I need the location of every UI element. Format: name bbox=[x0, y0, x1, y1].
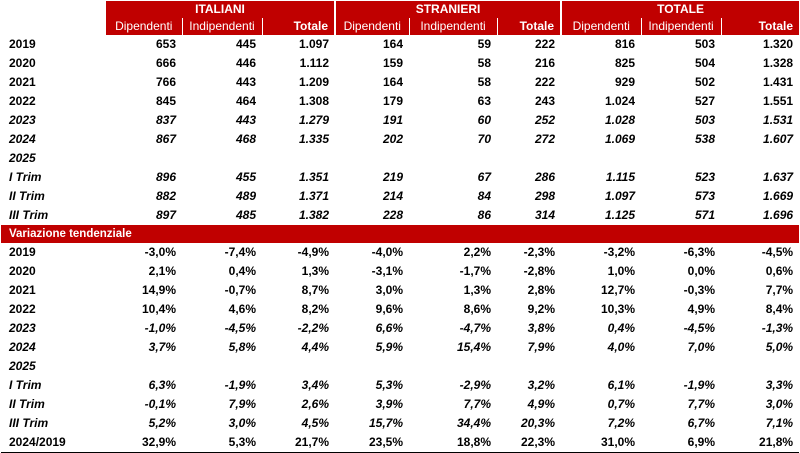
table-cell: -4,5% bbox=[683, 321, 716, 335]
table-cell bbox=[182, 149, 262, 168]
table-cell: 443 bbox=[235, 113, 256, 127]
table-cell: 653 bbox=[155, 37, 176, 51]
table-cell: 5,0% bbox=[765, 340, 794, 354]
table-cell: 7,9% bbox=[527, 340, 556, 354]
table-cell: -1,7% bbox=[459, 264, 492, 278]
table-row bbox=[1, 300, 799, 319]
table-cell: 485 bbox=[235, 208, 256, 222]
table-row bbox=[1, 338, 799, 357]
table-cell: 816 bbox=[615, 37, 636, 51]
table-cell: 896 bbox=[155, 170, 176, 184]
row-label: 2024 bbox=[9, 132, 36, 146]
table-cell: 3,8% bbox=[527, 321, 556, 335]
table-cell: 1.351 bbox=[298, 170, 330, 184]
table-cell: 84 bbox=[477, 189, 492, 203]
table-cell: 3,0% bbox=[765, 397, 794, 411]
table-cell: 4,0% bbox=[607, 340, 636, 354]
table-cell: 0,4% bbox=[228, 264, 256, 278]
table-cell: 243 bbox=[535, 94, 556, 108]
table-cell: 523 bbox=[695, 170, 716, 184]
table-cell: 4,9% bbox=[527, 397, 556, 411]
table-cell: -3,1% bbox=[371, 264, 404, 278]
table-cell: 67 bbox=[477, 170, 492, 184]
table-cell: 1.669 bbox=[763, 189, 794, 203]
table-cell: 70 bbox=[477, 132, 492, 146]
group-header-row bbox=[1, 1, 799, 18]
row-label: 2022 bbox=[9, 302, 36, 316]
table-cell: 222 bbox=[535, 75, 556, 89]
table-cell: 1.371 bbox=[298, 189, 330, 203]
sub-header-dipendenti: Dipendenti bbox=[561, 18, 641, 35]
table-cell: -0,3% bbox=[683, 283, 716, 297]
table-cell: 468 bbox=[235, 132, 256, 146]
table-cell bbox=[409, 149, 497, 168]
table-cell: 8,7% bbox=[301, 283, 330, 297]
variations-body bbox=[1, 243, 799, 453]
table-cell: 1.328 bbox=[763, 56, 794, 70]
table-cell: 571 bbox=[695, 208, 716, 222]
table-cell: 3,0% bbox=[228, 416, 256, 430]
table-cell: 882 bbox=[155, 189, 176, 203]
row-label: III Trim bbox=[9, 416, 49, 430]
table-cell: 21,8% bbox=[721, 433, 799, 453]
table-cell: 502 bbox=[695, 75, 716, 89]
levels-body bbox=[1, 35, 799, 225]
table-cell bbox=[561, 357, 641, 376]
table-cell: -2,2% bbox=[297, 321, 330, 335]
row-label: 2020 bbox=[9, 56, 36, 70]
table-cell: 1,0% bbox=[607, 264, 636, 278]
table-cell: -4,9% bbox=[297, 245, 330, 259]
sub-header-row bbox=[1, 18, 799, 35]
table-cell: 1.637 bbox=[763, 170, 794, 184]
sub-header-indipendenti: Indipendenti bbox=[409, 18, 497, 35]
table-cell: 179 bbox=[382, 94, 404, 108]
group-header-totale: TOTALE bbox=[561, 1, 799, 18]
table-cell: 504 bbox=[695, 56, 716, 70]
table-cell: 7,7% bbox=[687, 397, 716, 411]
row-label: 2020 bbox=[9, 264, 36, 278]
table-cell: 573 bbox=[695, 189, 716, 203]
row-label: I Trim bbox=[9, 378, 42, 392]
table-cell: 1.115 bbox=[605, 170, 636, 184]
table-cell: 7,9% bbox=[228, 397, 256, 411]
table-cell: 4,4% bbox=[301, 340, 330, 354]
table-cell: 2,8% bbox=[527, 283, 556, 297]
table-cell: 58 bbox=[477, 56, 492, 70]
table-cell: 503 bbox=[695, 37, 716, 51]
table-row bbox=[1, 319, 799, 338]
table-cell: 1.097 bbox=[298, 37, 330, 51]
table-cell: 6,7% bbox=[687, 416, 716, 430]
table-cell: -4,0% bbox=[371, 245, 404, 259]
table-cell: 4,9% bbox=[687, 302, 716, 316]
table-cell bbox=[335, 357, 409, 376]
corner-cell bbox=[1, 18, 106, 35]
table-cell: 1.279 bbox=[298, 113, 330, 127]
table-cell: 1.028 bbox=[605, 113, 636, 127]
table-cell: 5,9% bbox=[375, 340, 404, 354]
employment-table bbox=[1, 1, 799, 453]
table-cell: 6,9% bbox=[641, 433, 721, 453]
table-cell: 1.382 bbox=[298, 208, 330, 222]
table-cell: 5,3% bbox=[375, 378, 404, 392]
table-row bbox=[1, 54, 799, 73]
row-label: 2022 bbox=[9, 94, 36, 108]
table-cell: 216 bbox=[535, 56, 556, 70]
table-row bbox=[1, 395, 799, 414]
table-cell: 825 bbox=[615, 56, 636, 70]
table-cell: 7,7% bbox=[463, 397, 492, 411]
table-cell bbox=[106, 357, 182, 376]
row-label: 2021 bbox=[9, 283, 36, 297]
table-cell: 219 bbox=[382, 170, 404, 184]
sub-header-indipendenti: Indipendenti bbox=[641, 18, 721, 35]
table-cell: 1.308 bbox=[298, 94, 330, 108]
table-cell: 867 bbox=[155, 132, 176, 146]
group-header-stranieri: STRANIERI bbox=[335, 1, 561, 18]
table-cell: 929 bbox=[615, 75, 636, 89]
table-cell: 8,6% bbox=[463, 302, 492, 316]
table-cell: 10,3% bbox=[601, 302, 636, 316]
table-cell: 4,5% bbox=[301, 416, 330, 430]
table-cell bbox=[262, 357, 335, 376]
table-cell: -3,2% bbox=[603, 245, 636, 259]
table-cell bbox=[561, 149, 641, 168]
table-row bbox=[1, 130, 799, 149]
table-cell: 10,4% bbox=[141, 302, 176, 316]
table-cell: 3,4% bbox=[301, 378, 330, 392]
table-row bbox=[1, 92, 799, 111]
table-cell: 1.320 bbox=[763, 37, 794, 51]
table-cell: 0,6% bbox=[765, 264, 794, 278]
table-cell: 3,2% bbox=[527, 378, 556, 392]
table-row bbox=[1, 168, 799, 187]
table-cell bbox=[106, 149, 182, 168]
row-label: 2024/2019 bbox=[1, 433, 106, 453]
table-cell: 2,6% bbox=[301, 397, 330, 411]
row-label: 2025 bbox=[9, 359, 36, 373]
group-header-italiani: ITALIANI bbox=[106, 1, 335, 18]
sub-header-dipendenti: Dipendenti bbox=[106, 18, 182, 35]
table-cell: -2,3% bbox=[523, 245, 556, 259]
table-cell: 22,3% bbox=[497, 433, 561, 453]
table-cell: 1.551 bbox=[763, 94, 794, 108]
table-row bbox=[1, 376, 799, 395]
table-cell: 12,7% bbox=[601, 283, 636, 297]
table-cell: 63 bbox=[477, 94, 492, 108]
table-cell: 298 bbox=[535, 189, 556, 203]
table-cell: 3,9% bbox=[375, 397, 404, 411]
table-row bbox=[1, 149, 799, 168]
table-cell: 527 bbox=[695, 94, 716, 108]
section-header-row bbox=[1, 225, 799, 243]
table-cell: 222 bbox=[535, 37, 556, 51]
row-label: 2019 bbox=[9, 245, 36, 259]
sub-header-totale: Totale bbox=[721, 18, 799, 35]
table-cell: 8,4% bbox=[765, 302, 794, 316]
section-title: Variazione tendenziale bbox=[1, 225, 799, 243]
table-cell: 58 bbox=[477, 75, 492, 89]
corner-cell bbox=[1, 1, 106, 18]
table-cell: 464 bbox=[235, 94, 256, 108]
table-cell: 897 bbox=[155, 208, 176, 222]
table-cell: 2,2% bbox=[463, 245, 492, 259]
table-cell: 3,7% bbox=[148, 340, 176, 354]
table-cell: 0,0% bbox=[687, 264, 716, 278]
table-cell: 214 bbox=[382, 189, 404, 203]
sub-header-dipendenti: Dipendenti bbox=[335, 18, 409, 35]
table-cell: 6,6% bbox=[375, 321, 404, 335]
row-label: I Trim bbox=[9, 170, 42, 184]
row-label: 2023 bbox=[9, 321, 36, 335]
table-cell: 34,4% bbox=[456, 416, 492, 430]
sub-header-totale: Totale bbox=[497, 18, 561, 35]
table-cell: 1.531 bbox=[763, 113, 794, 127]
row-label: II Trim bbox=[9, 189, 45, 203]
table-cell: -6,3% bbox=[683, 245, 716, 259]
table-row bbox=[1, 262, 799, 281]
table-cell: 7,0% bbox=[687, 340, 716, 354]
table-cell: 9,6% bbox=[375, 302, 404, 316]
table-cell: 18,8% bbox=[409, 433, 497, 453]
table-cell: 1.209 bbox=[298, 75, 330, 89]
table-cell: 1.112 bbox=[299, 56, 330, 70]
table-cell: 86 bbox=[477, 208, 492, 222]
table-cell: 159 bbox=[382, 56, 404, 70]
table-cell: -2,8% bbox=[523, 264, 556, 278]
table-cell: 455 bbox=[235, 170, 256, 184]
table-cell: 59 bbox=[477, 37, 492, 51]
table-row bbox=[1, 35, 799, 54]
table-cell: 202 bbox=[382, 132, 404, 146]
table-cell: 23,5% bbox=[335, 433, 409, 453]
table-cell: -4,5% bbox=[224, 321, 256, 335]
table-cell: 3,0% bbox=[375, 283, 404, 297]
table-cell: 15,4% bbox=[456, 340, 492, 354]
table-cell: -3,0% bbox=[144, 245, 176, 259]
table-cell: 21,7% bbox=[262, 433, 335, 453]
table-cell: 1,3% bbox=[301, 264, 330, 278]
table-cell: 314 bbox=[535, 208, 556, 222]
table-cell bbox=[721, 149, 799, 168]
table-cell: 7,1% bbox=[765, 416, 794, 430]
table-cell: 14,9% bbox=[141, 283, 176, 297]
table-cell bbox=[262, 149, 335, 168]
table-cell: 1.607 bbox=[763, 132, 794, 146]
row-label: 2025 bbox=[9, 151, 36, 165]
table-cell: -0,7% bbox=[224, 283, 256, 297]
table-cell: 1.097 bbox=[605, 189, 636, 203]
table-cell: 31,0% bbox=[561, 433, 641, 453]
table-cell: 32,9% bbox=[106, 433, 182, 453]
row-label: 2024 bbox=[9, 340, 36, 354]
table-cell: 164 bbox=[382, 37, 404, 51]
table-cell: 7,2% bbox=[607, 416, 636, 430]
table-cell: 286 bbox=[535, 170, 556, 184]
table-cell: -7,4% bbox=[224, 245, 256, 259]
table-cell: 443 bbox=[235, 75, 256, 89]
table-cell: 3,3% bbox=[765, 378, 794, 392]
table-row bbox=[1, 73, 799, 92]
sub-header-totale: Totale bbox=[262, 18, 335, 35]
table-cell: 445 bbox=[235, 37, 256, 51]
table-cell: -4,5% bbox=[761, 245, 794, 259]
row-label: 2019 bbox=[9, 37, 36, 51]
table-cell: 0,4% bbox=[607, 321, 636, 335]
table-cell: 845 bbox=[155, 94, 176, 108]
row-label: III Trim bbox=[9, 208, 49, 222]
table-cell: -1,9% bbox=[683, 378, 716, 392]
table-cell: 252 bbox=[535, 113, 556, 127]
table-cell: 489 bbox=[235, 189, 256, 203]
row-label: 2021 bbox=[9, 75, 36, 89]
table-cell: -1,9% bbox=[224, 378, 256, 392]
table-cell bbox=[641, 149, 721, 168]
table-cell bbox=[497, 357, 561, 376]
table-cell: 538 bbox=[695, 132, 716, 146]
table-cell: 1.696 bbox=[763, 208, 794, 222]
table-cell: 5,3% bbox=[182, 433, 262, 453]
table-row bbox=[1, 111, 799, 130]
table-cell: 164 bbox=[382, 75, 404, 89]
table-cell: 0,7% bbox=[607, 397, 636, 411]
table-cell bbox=[335, 149, 409, 168]
table-row bbox=[1, 357, 799, 376]
table-cell: 5,2% bbox=[148, 416, 176, 430]
table-cell: 837 bbox=[155, 113, 176, 127]
table-cell: 766 bbox=[155, 75, 176, 89]
table-cell: -1,3% bbox=[761, 321, 794, 335]
table-row bbox=[1, 206, 799, 225]
table-cell bbox=[641, 357, 721, 376]
table-cell: 666 bbox=[155, 56, 176, 70]
table-row bbox=[1, 433, 799, 453]
table-cell: -0,1% bbox=[144, 397, 176, 411]
table-cell: 20,3% bbox=[521, 416, 556, 430]
table-cell: 1.024 bbox=[605, 94, 636, 108]
table-cell: 446 bbox=[235, 56, 256, 70]
table-row bbox=[1, 281, 799, 300]
table-cell: 1.431 bbox=[763, 75, 794, 89]
table-cell: -4,7% bbox=[459, 321, 492, 335]
table-cell: 4,6% bbox=[228, 302, 256, 316]
row-label: II Trim bbox=[9, 397, 45, 411]
table-cell bbox=[721, 357, 799, 376]
table-row bbox=[1, 187, 799, 206]
table-cell: 1,3% bbox=[463, 283, 492, 297]
table-cell: 228 bbox=[382, 208, 404, 222]
sub-header-indipendenti: Indipendenti bbox=[182, 18, 262, 35]
table-cell bbox=[182, 357, 262, 376]
table-cell: -2,9% bbox=[459, 378, 492, 392]
table-cell: 1.069 bbox=[605, 132, 636, 146]
table-cell: 8,2% bbox=[301, 302, 330, 316]
table-cell: 503 bbox=[695, 113, 716, 127]
table-cell: 191 bbox=[382, 113, 404, 127]
table-cell: 1.125 bbox=[605, 208, 636, 222]
table-cell: 60 bbox=[477, 113, 492, 127]
table-row bbox=[1, 243, 799, 262]
table-cell: -1,0% bbox=[144, 321, 176, 335]
table-row bbox=[1, 414, 799, 433]
table-cell: 2,1% bbox=[148, 264, 176, 278]
table-cell: 272 bbox=[535, 132, 556, 146]
table-cell: 6,1% bbox=[607, 378, 636, 392]
table-cell: 5,8% bbox=[228, 340, 256, 354]
table-cell: 6,3% bbox=[148, 378, 176, 392]
table-cell: 9,2% bbox=[527, 302, 556, 316]
table-cell: 1.335 bbox=[298, 132, 330, 146]
table-cell: 15,7% bbox=[368, 416, 404, 430]
row-label: 2023 bbox=[9, 113, 36, 127]
table-cell bbox=[497, 149, 561, 168]
table-cell bbox=[409, 357, 497, 376]
table-cell: 7,7% bbox=[765, 283, 794, 297]
